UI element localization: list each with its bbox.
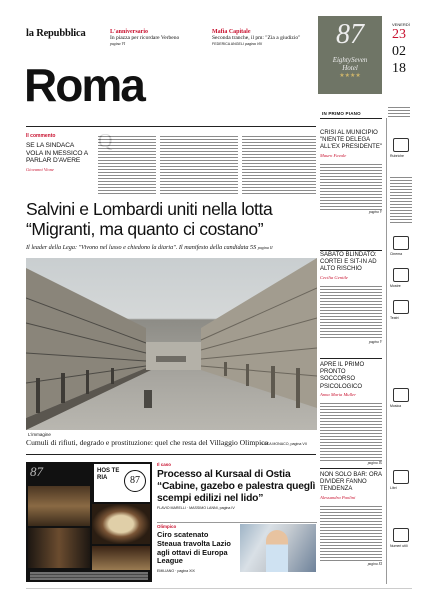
olimpico-headline: Ciro scatenato Steaua travolta Lazio agli ottavi di Europa League [157, 530, 231, 566]
libri-icon[interactable] [393, 470, 409, 484]
photo-caption: Cumuli di rifiuti, degrado e prostituzione: quel che resta del Villaggio Olimpico [26, 438, 269, 447]
right-story-3-author: Anna Maria Muller [320, 391, 356, 397]
right-story-4-headline: NON SOLO BAR: ORA DIVIDER FANNO TENDENZA [320, 472, 382, 493]
numeri-icon[interactable] [393, 528, 409, 542]
photo-drawing [26, 258, 317, 430]
lead-subhead: Il leader della Lega: "Vivono nel lusso e chiedono la diaria". Il manifesto della candidata 5S pagina II [26, 244, 273, 251]
restaurant-interior-photo [28, 486, 90, 526]
restaurant-ad-fineprint [30, 572, 148, 580]
restaurant-ad-number: 87 [30, 464, 43, 479]
photo-credit: LUCA MONACO, pagina VII [262, 442, 307, 446]
masthead-divider [26, 126, 316, 127]
left-author: Giovanni Vione [26, 166, 55, 172]
teatri-icon[interactable] [393, 300, 409, 314]
right-story-3-page: pagina IX [367, 460, 382, 465]
promo-mafia[interactable] [212, 29, 312, 46]
hotel-stars: ★★★★ [339, 73, 361, 79]
right-story-2[interactable] [320, 252, 382, 344]
brand-logo: la Repubblica [26, 28, 86, 39]
right-story-1-text [320, 162, 382, 210]
right-story-1[interactable] [320, 130, 382, 214]
olimpico-byline: EMILIANO · pagina XIX [157, 569, 195, 574]
right-col-divider-3 [320, 358, 382, 359]
promo-title: L'anniversario [110, 29, 149, 35]
musica-icon[interactable] [393, 388, 409, 402]
lead-headline-line1: Salvini e Lombardi uniti nella lotta [26, 199, 273, 219]
masthead-fineprint [388, 105, 410, 117]
villaggio-olimpico-photo [26, 258, 317, 430]
right-story-2-author: Cecilia Gentile [320, 274, 348, 280]
commentary-text-col2 [160, 134, 238, 194]
date-weekday: VENERDÌ [392, 22, 410, 27]
player-figure [266, 530, 288, 572]
restaurant-ad-hosteria: HOS TE RIA 87 [94, 464, 150, 502]
kursaal-story[interactable] [157, 462, 317, 510]
hotel-number: 87 [336, 19, 364, 50]
rubriche-icon[interactable] [393, 138, 409, 152]
restaurant-wine-photo [92, 546, 150, 570]
footer-fineprint [26, 586, 412, 590]
right-story-3-text [320, 401, 382, 461]
bottom-divider [157, 522, 317, 523]
date-day: 23 [392, 27, 406, 42]
hotel-name: EightySeven [332, 56, 368, 64]
right-story-1-author: Mauro Favale [320, 152, 347, 158]
photo-divider [26, 454, 316, 455]
restaurant-bar-photo [28, 528, 90, 568]
olimpico-kicker: Olimpico [157, 524, 177, 529]
promo-anniversary[interactable] [110, 29, 202, 46]
hotel-sub: Hotel [342, 64, 358, 72]
left-kicker: Il commento [26, 133, 56, 139]
mostre-icon[interactable] [393, 268, 409, 282]
right-story-2-text [320, 284, 382, 340]
right-story-4-page: pagina XI [367, 561, 382, 566]
edition-title: Roma [24, 59, 144, 111]
right-story-2-page: pagina V [368, 339, 382, 344]
lead-headline-line2: “Migranti, ma quanto ci costano” [26, 219, 264, 239]
promo-title: Mafia Capitale [212, 29, 251, 35]
left-headline: SE LA SINDACA VOLA IN MESSICO A PARLAR D'AVERE [26, 142, 88, 165]
right-story-2-headline: SABATO BLINDATO: CORTEI E SIT-IN AD ALTO RISCHIO [320, 252, 377, 273]
olimpico-story[interactable] [157, 524, 233, 573]
kursaal-kicker: Il caso [157, 462, 172, 467]
sidebar-label-numeri: Numeri utili [390, 544, 408, 548]
right-col-divider-2 [320, 250, 382, 251]
promo-byline: FEDERICA ANGELI pagina VIII [212, 41, 263, 46]
restaurant-ad-logo: 87 [124, 470, 146, 492]
sidebar-label-mostre: Mostre [390, 284, 401, 288]
promo-page: pagina VI [110, 41, 126, 46]
date-month: 02 [392, 44, 406, 59]
right-story-4-text [320, 504, 382, 562]
lead-headline[interactable] [26, 199, 326, 239]
right-story-4-author: Alessandra Paolini [320, 494, 356, 500]
right-story-1-page: pagina V [368, 209, 382, 214]
promo-text: Seconda tranche, il pm: "Zia a giudizio" [212, 35, 301, 41]
restaurant-dish-photo [92, 504, 150, 544]
sidebar-label-libri: Libri [390, 486, 397, 490]
sidebar-index-text [390, 175, 412, 225]
sidebar-divider [386, 118, 387, 584]
date-year: 18 [392, 61, 406, 76]
photo-kicker: L'immagine [28, 432, 51, 437]
kursaal-byline: FLAVIO MARELLI · MASSIMO LANNI, pagina IV [157, 506, 235, 511]
immobile-photo [240, 524, 316, 572]
in-primo-piano-label: IN PRIMO PIANO [322, 111, 361, 116]
sidebar-label-cinema: Cinema [390, 252, 403, 256]
sidebar-label-musica: Musica [390, 404, 402, 408]
right-story-1-headline: CRISI AL MUNICIPIO "NIENTE DELEGA ALL'EX PRESIDENTE" [320, 130, 382, 151]
kursaal-headline: Processo al Kursaal di Ostia “Cabine, gazebo e palestra queglì scempi edilizi nel lido” [157, 469, 316, 504]
right-col-divider-4 [320, 468, 382, 469]
sidebar-label-teatri: Teatri [390, 316, 399, 320]
right-story-3-headline: APRE IL PRIMO PRONTO SOCCORSO PSICOLOGICO [320, 362, 365, 390]
left-story[interactable] [26, 133, 92, 172]
right-story-3[interactable] [320, 362, 382, 465]
restaurant-ad[interactable] [26, 462, 152, 582]
cinema-icon[interactable] [393, 236, 409, 250]
right-col-divider-top [320, 118, 382, 119]
commentary-text-col3 [242, 134, 316, 194]
promo-text: In piazza per ricordare Verbeno [110, 35, 180, 41]
right-story-4[interactable] [320, 472, 382, 566]
hotel-ad[interactable] [318, 16, 382, 94]
sidebar-label-rubriche: Rubriche [390, 154, 405, 158]
commentary-text-col1 [98, 134, 156, 194]
